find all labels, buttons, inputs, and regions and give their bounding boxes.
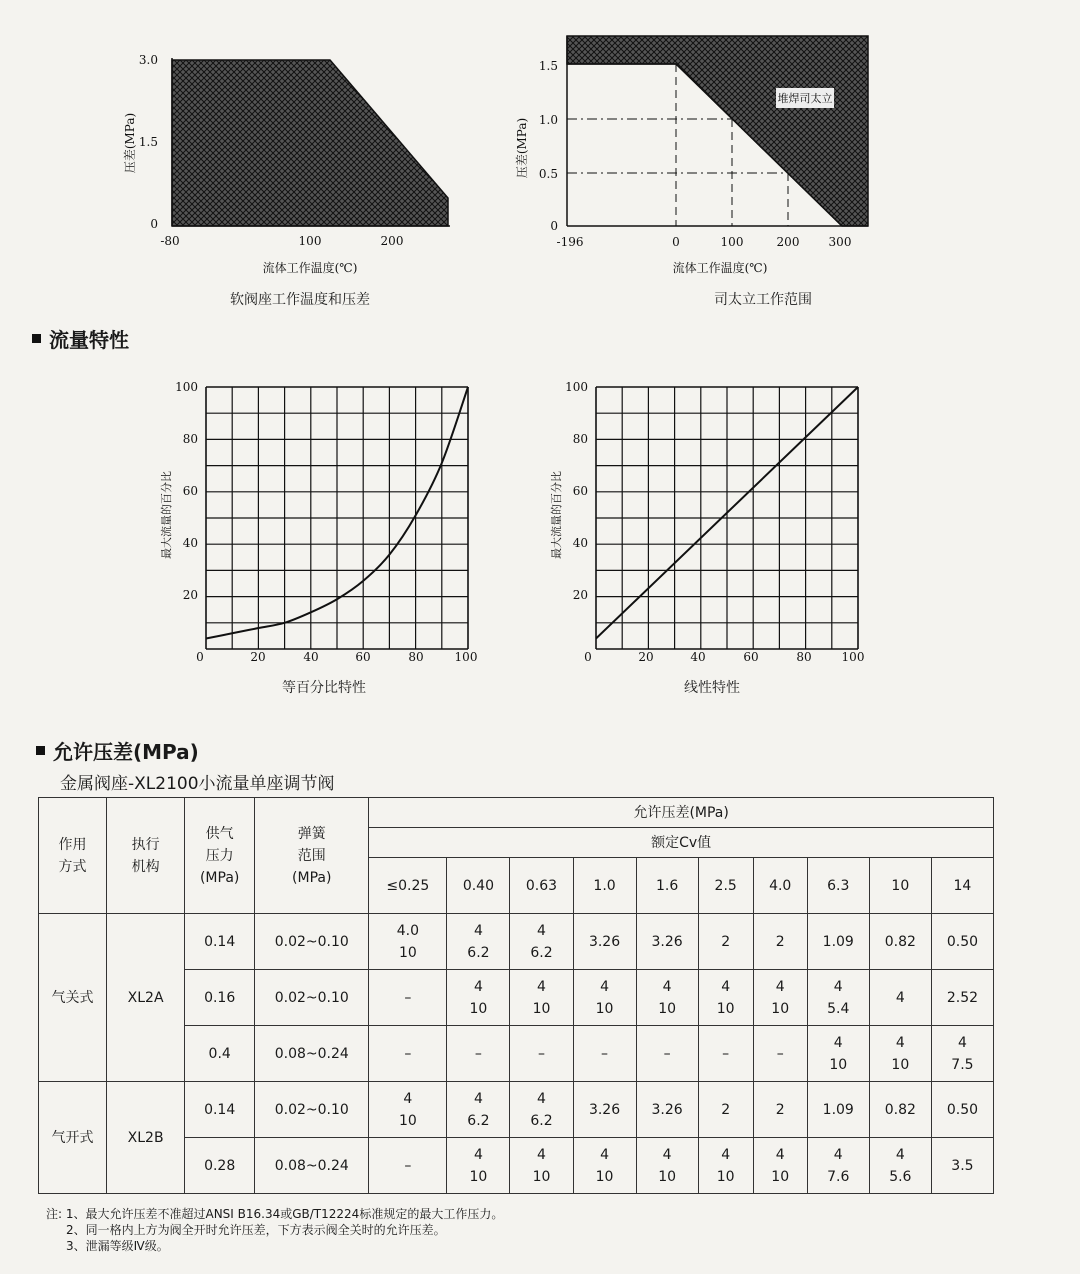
pressure-cell: 4 6.2: [510, 1082, 573, 1138]
actuator-cell: XL2A: [107, 914, 185, 1082]
footnote: 2、同一格内上方为阀全开时允许压差，下方表示阀全关时的允许压差。: [66, 1223, 446, 1237]
equal-pct-xtick: 0: [196, 650, 204, 664]
pressure-cell: –: [369, 970, 447, 1026]
supply-cell: 0.16: [185, 970, 255, 1026]
supply-cell: 0.14: [185, 914, 255, 970]
pressure-cell: 4: [869, 970, 931, 1026]
stellite-xtick: 300: [828, 235, 852, 249]
stellite-xtick: 0: [672, 235, 680, 249]
supply-cell: 0.14: [185, 1082, 255, 1138]
soft-seat-ylabel: 压差(MPa): [123, 112, 137, 174]
pressure-cell: 4 7.6: [807, 1138, 869, 1194]
cv-header-cell: 6.3: [807, 858, 869, 914]
spring-cell: 0.08~0.24: [255, 1138, 369, 1194]
stellite-ytick: 0.5: [538, 167, 558, 181]
cv-header-cell: 2.5: [698, 858, 753, 914]
pressure-section-title: [36, 736, 199, 765]
pressure-cell: 4 10: [636, 970, 698, 1026]
soft-seat-xtick: 100: [298, 234, 322, 248]
header-allowable: 允许压差(MPa): [369, 798, 994, 828]
pressure-cell: –: [369, 1138, 447, 1194]
pressure-cell: 3.26: [573, 914, 636, 970]
stellite-chart: [510, 28, 890, 278]
cv-header-cell: ≤0.25: [369, 858, 447, 914]
pressure-cell: 4 10: [573, 970, 636, 1026]
supply-cell: 0.28: [185, 1138, 255, 1194]
equal-pct-xtick: 40: [303, 650, 319, 664]
pressure-cell: 4 10: [636, 1138, 698, 1194]
pressure-cell: 4.0 10: [369, 914, 447, 970]
linear-ytick: 80: [572, 432, 588, 446]
pressure-cell: 4 5.4: [807, 970, 869, 1026]
pressure-cell: 4 10: [698, 1138, 753, 1194]
pressure-cell: –: [573, 1026, 636, 1082]
pressure-cell: 4 10: [869, 1026, 931, 1082]
equal-pct-xtick: 20: [250, 650, 266, 664]
pressure-cell: 2.52: [931, 970, 993, 1026]
linear-ytick: 20: [572, 588, 588, 602]
supply-cell: 0.4: [185, 1026, 255, 1082]
spring-cell: 0.02~0.10: [255, 914, 369, 970]
cv-header-cell: 0.63: [510, 858, 573, 914]
cv-header-cell: 1.6: [636, 858, 698, 914]
footnote: 注: 1、最大允许压差不准超过ANSI B16.34或GB/T12224标准规定的最大工作压力。: [46, 1207, 504, 1221]
table-body: [39, 914, 994, 1194]
flow-section-title: [32, 324, 129, 353]
stellite-ytick: 1.5: [538, 59, 558, 73]
pressure-cell: –: [636, 1026, 698, 1082]
linear-ytick: 40: [572, 536, 588, 550]
header-supply: 供气 压力 (MPa): [185, 798, 255, 914]
equal-pct-ytick: 40: [182, 536, 198, 550]
equal-pct-ytick: 80: [182, 432, 198, 446]
table-row: [39, 1082, 994, 1138]
pressure-cell: –: [447, 1026, 510, 1082]
pressure-cell: 4 6.2: [447, 914, 510, 970]
pressure-cell: 2: [753, 1082, 807, 1138]
action-cell: 气关式: [39, 914, 107, 1082]
linear-xtick: 0: [584, 650, 592, 664]
pressure-cell: 2: [698, 1082, 753, 1138]
cv-header-cell: 0.40: [447, 858, 510, 914]
pressure-cell: 1.09: [807, 1082, 869, 1138]
pressure-cell: 4 10: [369, 1082, 447, 1138]
pressure-cell: 0.50: [931, 1082, 993, 1138]
linear-ytick: 100: [565, 380, 588, 394]
soft-seat-xtick: -80: [160, 234, 180, 248]
pressure-cell: 4 10: [447, 1138, 510, 1194]
soft-seat-ytick: 1.5: [138, 135, 158, 149]
linear-xtick: 80: [796, 650, 812, 664]
pressure-cell: 2: [698, 914, 753, 970]
soft-seat-xlabel: 流体工作温度(℃): [262, 261, 358, 275]
pressure-cell: 0.82: [869, 1082, 931, 1138]
pressure-cell: 2: [753, 914, 807, 970]
pressure-cell: 4 10: [753, 970, 807, 1026]
pressure-cell: 4 10: [573, 1138, 636, 1194]
linear-chart: [540, 375, 880, 675]
pressure-cell: –: [510, 1026, 573, 1082]
pressure-cell: –: [753, 1026, 807, 1082]
action-cell: 气开式: [39, 1082, 107, 1194]
stellite-ylabel: 压差(MPa): [515, 117, 529, 179]
pressure-cell: 4 6.2: [510, 914, 573, 970]
soft-seat-caption: 软阀座工作温度和压差: [230, 292, 370, 308]
cv-header-cell: 1.0: [573, 858, 636, 914]
cv-header-cell: 4.0: [753, 858, 807, 914]
stellite-xtick: 200: [776, 235, 800, 249]
section-bullet-icon: [36, 746, 45, 755]
linear-xtick: 60: [743, 650, 759, 664]
linear-grid: [596, 387, 858, 649]
section-bullet-icon: [32, 334, 41, 343]
flow-section-label: 流量特性: [49, 328, 129, 352]
pressure-cell: 4 10: [510, 970, 573, 1026]
pressure-cell: –: [698, 1026, 753, 1082]
linear-xtick: 100: [841, 650, 865, 664]
linear-xtick: 40: [690, 650, 706, 664]
equal-pct-xtick: 80: [408, 650, 424, 664]
header-actuator: 执行 机构: [107, 798, 185, 914]
soft-seat-area: [172, 60, 448, 226]
pressure-cell: 4 10: [698, 970, 753, 1026]
pressure-cell: 1.09: [807, 914, 869, 970]
pressure-cell: 4 7.5: [931, 1026, 993, 1082]
pressure-cell: 0.50: [931, 914, 993, 970]
stellite-annotation: 堆焊司太立: [777, 92, 833, 105]
table-subtitle: 金属阀座-XL2100小流量单座调节阀: [60, 774, 335, 794]
linear-ylabel: 最大流量的百分比: [550, 471, 563, 559]
pressure-cell: 3.26: [636, 914, 698, 970]
pressure-cell: 4 10: [753, 1138, 807, 1194]
soft-seat-xtick: 200: [380, 234, 404, 248]
equal-pct-chart: [150, 375, 490, 675]
equal-pct-caption: 等百分比特性: [282, 680, 366, 696]
pressure-cell: 4 6.2: [447, 1082, 510, 1138]
header-spring: 弹簧 范围 (MPa): [255, 798, 369, 914]
pressure-cell: 4 10: [510, 1138, 573, 1194]
pressure-cell: 4 5.6: [869, 1138, 931, 1194]
header-cv: 额定Cv值: [369, 828, 994, 858]
equal-pct-ytick: 100: [175, 380, 198, 394]
pressure-cell: –: [369, 1026, 447, 1082]
equal-pct-ylabel: 最大流量的百分比: [160, 471, 173, 559]
footnote: 3、泄漏等级Ⅳ级。: [66, 1239, 169, 1253]
soft-seat-ytick: 0: [150, 217, 158, 231]
pressure-cell: 4 10: [807, 1026, 869, 1082]
pressure-cell: 0.82: [869, 914, 931, 970]
soft-seat-chart: [120, 48, 480, 288]
stellite-xlabel: 流体工作温度(℃): [672, 261, 768, 275]
spring-cell: 0.08~0.24: [255, 1026, 369, 1082]
linear-xtick: 20: [638, 650, 654, 664]
stellite-xtick: 100: [720, 235, 744, 249]
stellite-caption: 司太立工作范围: [714, 292, 812, 308]
cv-header-cell: 14: [931, 858, 993, 914]
pressure-cell: 3.26: [573, 1082, 636, 1138]
table-row: [39, 914, 994, 970]
allowable-pressure-table: [38, 797, 994, 1194]
equal-pct-xtick: 60: [355, 650, 371, 664]
equal-pct-ytick: 60: [182, 484, 198, 498]
pressure-cell: 3.5: [931, 1138, 993, 1194]
footnotes: [46, 1206, 503, 1254]
stellite-xtick: -196: [556, 235, 584, 249]
spring-cell: 0.02~0.10: [255, 970, 369, 1026]
spring-cell: 0.02~0.10: [255, 1082, 369, 1138]
actuator-cell: XL2B: [107, 1082, 185, 1194]
equal-pct-xtick: 100: [454, 650, 478, 664]
pressure-cell: 4 10: [447, 970, 510, 1026]
pressure-cell: 3.26: [636, 1082, 698, 1138]
equal-pct-ytick: 20: [182, 588, 198, 602]
soft-seat-ytick: 3.0: [138, 53, 158, 67]
linear-caption: 线性特性: [684, 680, 740, 696]
stellite-ytick: 0: [550, 219, 558, 233]
stellite-ytick: 1.0: [538, 113, 558, 127]
pressure-section-label: 允许压差(MPa): [53, 740, 199, 764]
header-action: 作用 方式: [39, 798, 107, 914]
linear-ytick: 60: [572, 484, 588, 498]
cv-header-cell: 10: [869, 858, 931, 914]
equal-pct-grid: [206, 387, 468, 649]
